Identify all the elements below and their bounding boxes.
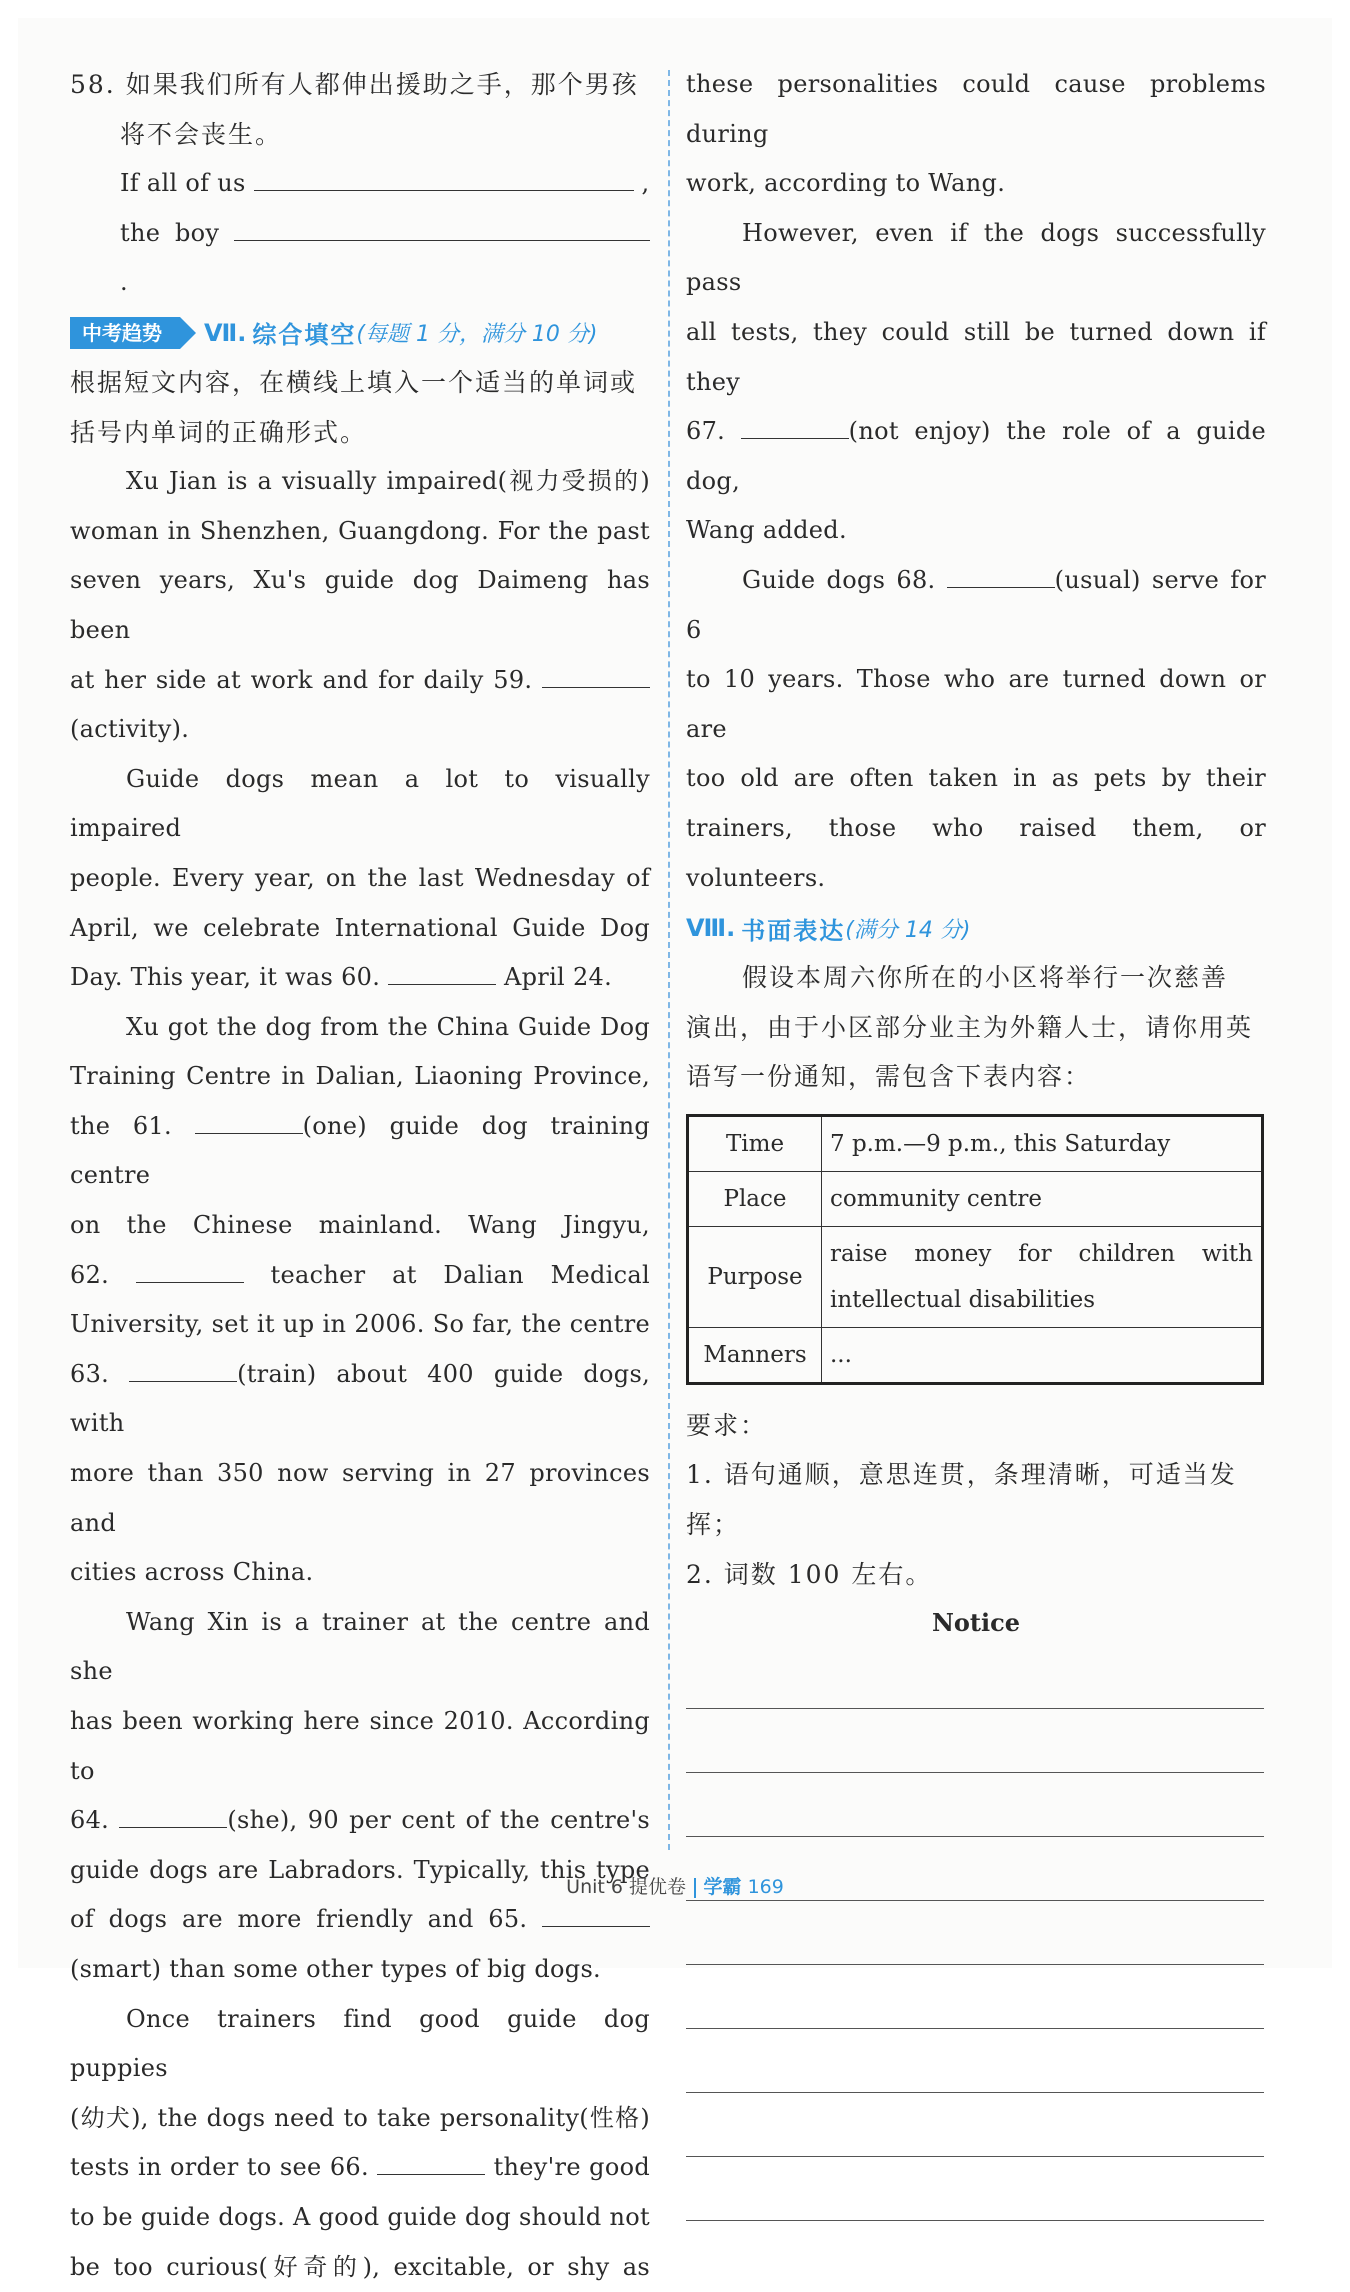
- passage-line: to be guide dogs. A good guide dog should not: [70, 2202, 650, 2231]
- table-value-line-1: raise money for children with: [830, 1240, 1253, 1267]
- passage-line: Once trainers find good guide dog puppies: [70, 2004, 650, 2083]
- passage-line-67: [686, 407, 1266, 506]
- page-footer: [0, 1872, 1350, 1899]
- writing-line[interactable]: [686, 1645, 1264, 1709]
- writing-line[interactable]: [686, 1965, 1264, 2029]
- passage-line-66: [70, 2143, 650, 2193]
- passage-line: too old are often taken in as pets by their: [686, 764, 1266, 793]
- table-row: [688, 1171, 1263, 1226]
- table-key: Time: [688, 1115, 822, 1171]
- q58-line2-prefix: the boy: [120, 218, 220, 247]
- table-key: Place: [688, 1171, 822, 1226]
- q58-english-line-1: [70, 159, 650, 209]
- passage-text: of dogs are more friendly and 65.: [70, 1905, 542, 1934]
- writing-line[interactable]: [686, 2029, 1264, 2093]
- q58-chinese-line-2: 将不会丧生。: [120, 119, 283, 149]
- blank-67[interactable]: [741, 416, 849, 439]
- section-7-title: 综合填空: [252, 321, 357, 350]
- section-7-instruction-1: 根据短文内容，在横线上填入一个适当的单词或: [70, 367, 638, 397]
- passage-text: (not enjoy) the role of a guide dog,: [686, 417, 1266, 495]
- passage-line: to 10 years. Those who are turned down or are: [686, 665, 1266, 743]
- q58-chinese-line-1: 58. 如果我们所有人都伸出援助之手，那个男孩: [70, 70, 639, 99]
- blank-64[interactable]: [119, 1805, 227, 1828]
- passage-text: (one) guide dog training centre: [70, 1111, 650, 1190]
- passage-text: the 61.: [70, 1111, 195, 1140]
- writing-line[interactable]: [686, 2157, 1264, 2221]
- passage-line: all tests, they could still be turned down if they: [686, 317, 1266, 396]
- passage-line: (activity).: [70, 715, 190, 744]
- section-7-number: Ⅶ.: [204, 318, 247, 347]
- table-value: community centre: [822, 1171, 1263, 1226]
- notice-info-table: [686, 1114, 1264, 1385]
- passage-text: 64.: [70, 1806, 120, 1835]
- section-8-prompt-2: 演出，由于小区部分业主为外籍人士，请你用英: [686, 1012, 1254, 1042]
- unit-label: Unit 6 提优卷: [566, 1876, 687, 1898]
- passage-text: April 24.: [496, 963, 613, 992]
- passage-line: work, according to Wang.: [686, 169, 1006, 198]
- section-7-header: [70, 308, 650, 358]
- writing-area[interactable]: [686, 1645, 1266, 2221]
- footer-separator: [694, 1878, 696, 1898]
- table-value: ...: [822, 1327, 1263, 1383]
- q58-line2-suffix: .: [120, 268, 128, 297]
- section-8-header: [686, 903, 1266, 953]
- left-column: [70, 60, 650, 2292]
- blank-59[interactable]: [542, 665, 650, 688]
- passage-line: on the Chinese mainland. Wang Jingyu,: [70, 1211, 650, 1240]
- blank-66[interactable]: [377, 2152, 485, 2175]
- blank-61[interactable]: [195, 1111, 303, 1134]
- blank-68[interactable]: [947, 565, 1055, 588]
- passage-line-59: [70, 656, 650, 706]
- passage-line: has been working here since 2010. According to: [70, 1707, 650, 1785]
- writing-line[interactable]: [686, 1901, 1264, 1965]
- passage-line-65: [70, 1895, 650, 1945]
- blank-62[interactable]: [136, 1260, 244, 1283]
- passage-line: However, even if the dogs successfully pass: [686, 218, 1266, 297]
- section-8-prompt-1: 假设本周六你所在的小区将举行一次慈善: [742, 963, 1229, 993]
- passage-line: University, set it up in 2006. So far, the centre: [70, 1310, 650, 1339]
- q58-answer-blank-2[interactable]: [234, 218, 650, 241]
- section-8-number: Ⅷ.: [686, 914, 736, 943]
- q58-line1-prefix: If all of us: [120, 169, 246, 198]
- passage-line-62: [70, 1251, 650, 1301]
- table-value-line-2: intellectual disabilities: [830, 1286, 1096, 1313]
- passage-text: at her side at work and for daily 59.: [70, 665, 542, 694]
- passage-line: be too curious(好奇的), excitable, or shy as: [70, 2252, 650, 2281]
- passage-line-68: [686, 556, 1266, 655]
- passage-line: (smart) than some other types of big dogs.: [70, 1954, 601, 1983]
- q58-answer-blank-1[interactable]: [254, 168, 634, 191]
- section-7-instruction-2: 括号内单词的正确形式。: [70, 417, 368, 447]
- blank-65[interactable]: [542, 1904, 650, 1927]
- brand-logo: 学霸: [703, 1876, 742, 1898]
- passage-text: Day. This year, it was 60.: [70, 963, 389, 992]
- q58-line1-suffix: ,: [641, 169, 650, 198]
- passage-line: Xu got the dog from the China Guide Dog: [126, 1012, 650, 1041]
- table-key: Purpose: [688, 1226, 822, 1327]
- passage-line: guide dogs are Labradors. Typically, this type: [70, 1855, 650, 1884]
- passage-line: Guide dogs mean a lot to visually impaired: [70, 764, 650, 843]
- notice-title: Notice: [931, 1608, 1021, 1638]
- passage-line: Wang Xin is a trainer at the centre and she: [70, 1607, 650, 1686]
- passage-line-61: [70, 1102, 650, 1201]
- table-value-multiline: [822, 1226, 1263, 1327]
- passage-line: (幼犬), the dogs need to take personality(性格): [70, 2103, 650, 2132]
- blank-63[interactable]: [129, 1359, 237, 1382]
- passage-line-60: [70, 953, 650, 1003]
- requirement-2: 2. 词数 100 左右。: [686, 1559, 933, 1589]
- passage-line: woman in Shenzhen, Guangdong. For the past: [70, 516, 650, 545]
- passage-text: they're good: [485, 2153, 650, 2182]
- table-value: 7 p.m.—9 p.m., this Saturday: [822, 1115, 1263, 1171]
- passage-text: (train) about 400 guide dogs, with: [70, 1359, 651, 1438]
- passage-line: April, we celebrate International Guide Dog: [70, 913, 650, 942]
- passage-text: 63.: [70, 1359, 130, 1388]
- passage-text: Guide dogs 68.: [742, 565, 947, 594]
- table-row: [688, 1115, 1263, 1171]
- column-divider: [668, 70, 670, 1850]
- passage-line: Wang added.: [686, 516, 847, 545]
- section-8-prompt-3: 语写一份通知，需包含下表内容：: [686, 1062, 1092, 1092]
- requirement-1: 1. 语句通顺，意思连贯，条理清晰，可适当发挥；: [686, 1460, 1237, 1540]
- passage-text: (usual) serve for 6: [686, 565, 1267, 644]
- passage-line: more than 350 now serving in 27 provinces and: [70, 1459, 650, 1537]
- section-8-score: (满分 14 分): [845, 917, 971, 943]
- page-number: 169: [747, 1876, 784, 1898]
- table-row: [688, 1226, 1263, 1327]
- q58-english-line-2: [70, 209, 650, 308]
- writing-line[interactable]: [686, 1773, 1264, 1837]
- passage-line: Xu Jian is a visually impaired(视力受损的): [126, 467, 650, 496]
- section-7-score: (每题 1 分，满分 10 分): [356, 322, 598, 348]
- passage-line: these personalities could cause problems during: [686, 70, 1266, 148]
- passage-text: 67.: [686, 417, 741, 446]
- table-key: Manners: [688, 1327, 822, 1383]
- passage-line: people. Every year, on the last Wednesday of: [70, 863, 650, 892]
- passage-text: 62.: [70, 1260, 136, 1289]
- exam-trend-tag: 中考趋势: [70, 317, 180, 349]
- passage-line: cities across China.: [70, 1558, 314, 1587]
- passage-line: seven years, Xu's guide dog Daimeng has been: [70, 566, 650, 644]
- blank-60[interactable]: [388, 962, 496, 985]
- table-row: [688, 1327, 1263, 1383]
- passage-line-64: [70, 1796, 650, 1846]
- passage-text: (she), 90 per cent of the centre's: [227, 1806, 650, 1835]
- passage-line: Training Centre in Dalian, Liaoning Province,: [70, 1062, 650, 1091]
- passage-line: trainers, those who raised them, or volunteers.: [686, 813, 1266, 892]
- passage-line-63: [70, 1350, 650, 1449]
- requirements-title: 要求：: [686, 1410, 768, 1440]
- passage-text: tests in order to see 66.: [70, 2153, 378, 2182]
- writing-line[interactable]: [686, 2093, 1264, 2157]
- section-8-title: 书面表达: [741, 916, 846, 945]
- passage-text: teacher at Dalian Medical: [243, 1260, 650, 1289]
- writing-line[interactable]: [686, 1709, 1264, 1773]
